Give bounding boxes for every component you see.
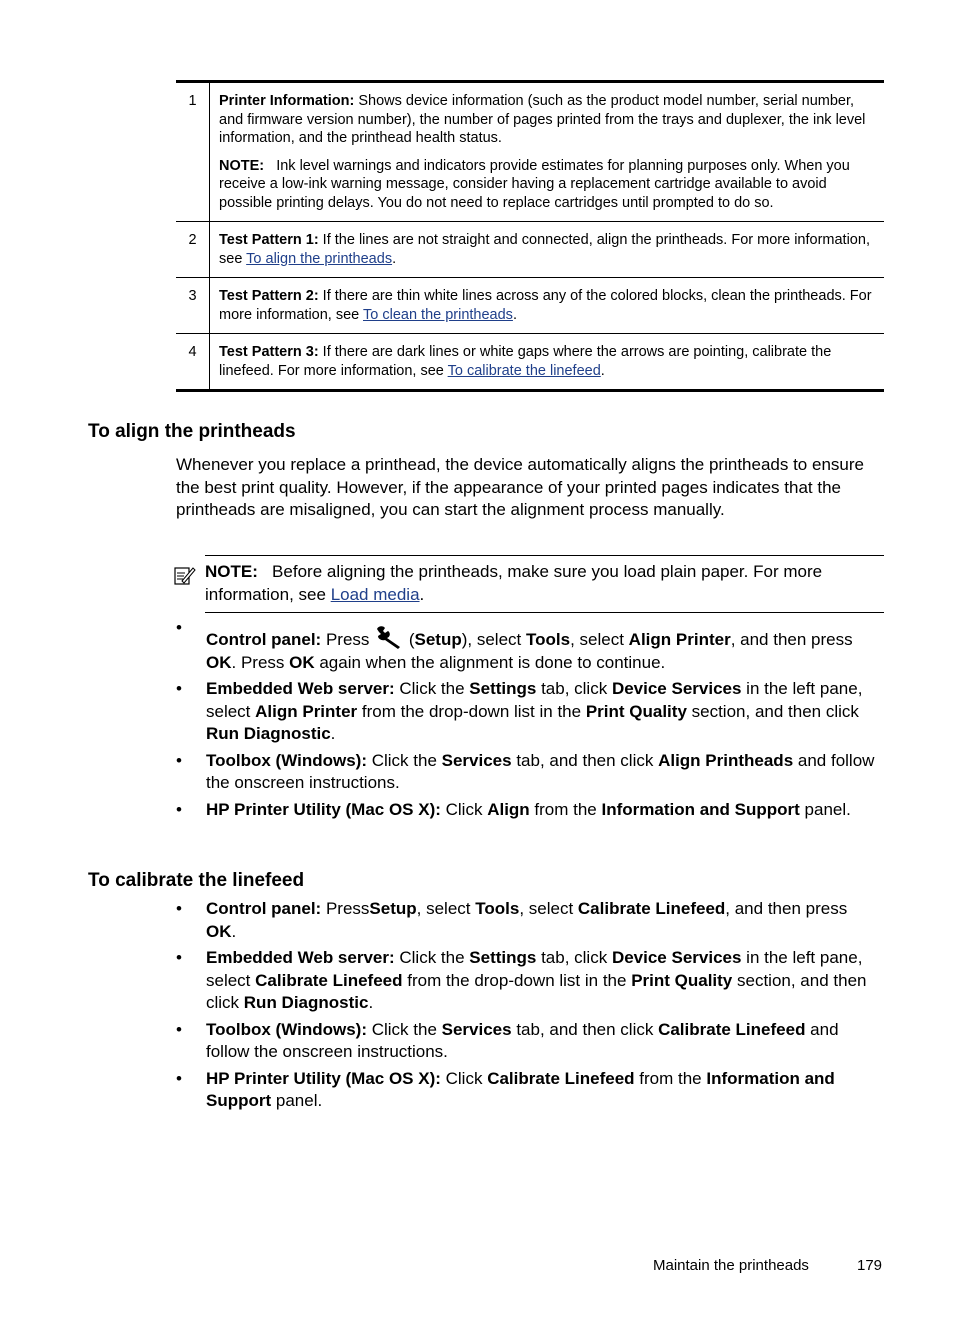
item-bold: Information and Support bbox=[206, 1068, 835, 1110]
align-steps-list bbox=[176, 617, 880, 825]
note-text: Before aligning the printheads, make sure you load plain paper. For more information, see bbox=[205, 562, 827, 604]
item-bold: Setup bbox=[414, 630, 462, 649]
calibrate-steps-list bbox=[176, 898, 880, 1117]
item-text: , and then press bbox=[730, 630, 853, 649]
item-text: section, and then click bbox=[206, 970, 867, 1012]
item-text: tab, click bbox=[536, 679, 612, 698]
bullet: • bbox=[176, 948, 182, 967]
heading-calibrate-linefeed: To calibrate the linefeed bbox=[88, 870, 305, 891]
item-label: HP Printer Utility (Mac OS X): bbox=[206, 1068, 441, 1088]
bullet: • bbox=[176, 799, 182, 819]
item-bold: Align Printheads bbox=[658, 750, 794, 770]
list-item bbox=[176, 799, 880, 822]
item-text: panel. bbox=[271, 1091, 323, 1110]
item-text: . bbox=[231, 921, 237, 941]
item-label: Toolbox (Windows): bbox=[206, 750, 367, 770]
item-bold: Run Diagnostic bbox=[206, 724, 331, 743]
item-text: tab, click bbox=[536, 948, 612, 967]
bullet: • bbox=[176, 1068, 182, 1088]
row-number: 4 bbox=[176, 334, 210, 389]
note-end: . bbox=[419, 584, 425, 604]
row-text: Shows device information (such as the product model number, serial number, and firmware version number), the number of pages printed from the trays and duplexer, the ink level information, and the printhead health status. bbox=[219, 93, 866, 146]
item-bold: Calibrate Linefeed bbox=[577, 899, 726, 918]
wrench-icon bbox=[374, 625, 404, 649]
item-bold: Information and Support bbox=[601, 799, 800, 819]
link-calibrate-linefeed[interactable]: To calibrate the linefeed bbox=[447, 362, 601, 379]
item-label: Control panel: bbox=[206, 899, 322, 918]
item-text: from the bbox=[529, 799, 602, 819]
item-bold: Calibrate Linefeed bbox=[255, 970, 403, 990]
item-label: Control panel: bbox=[206, 630, 322, 649]
row-number: 3 bbox=[176, 278, 210, 333]
item-text: again when the alignment is done to continue. bbox=[314, 652, 666, 672]
row-title: Test Pattern 2: bbox=[219, 288, 319, 304]
item-label: Toolbox (Windows): bbox=[206, 1019, 367, 1039]
item-bold: Setup bbox=[369, 899, 417, 918]
row-number: 1 bbox=[176, 83, 210, 221]
item-bold: Device Services bbox=[611, 948, 742, 967]
item-text: and follow the onscreen instructions. bbox=[206, 1019, 839, 1061]
item-bold: Align Printer bbox=[255, 701, 358, 721]
item-text: in the left pane, select bbox=[206, 679, 863, 721]
bullet: • bbox=[176, 1019, 182, 1039]
item-text: tab, and then click bbox=[511, 1019, 659, 1039]
item-bold: Run Diagnostic bbox=[243, 993, 369, 1012]
item-bold: Print Quality bbox=[585, 701, 687, 721]
row-description bbox=[210, 334, 884, 389]
item-bold: Calibrate Linefeed bbox=[658, 1019, 806, 1039]
list-item bbox=[176, 750, 880, 795]
item-text: , select bbox=[570, 630, 629, 649]
table-row bbox=[176, 221, 884, 277]
item-bold: Settings bbox=[469, 948, 537, 967]
item-text: Click the bbox=[367, 1019, 442, 1039]
item-text: Press bbox=[321, 899, 370, 918]
item-text: . bbox=[330, 724, 336, 743]
link-align-printheads[interactable]: To align the printheads bbox=[246, 250, 393, 267]
item-label: Embedded Web server: bbox=[206, 948, 395, 967]
item-text: in the left pane, select bbox=[206, 948, 863, 990]
legend-table bbox=[176, 80, 884, 392]
item-text: from the drop-down list in the bbox=[357, 701, 586, 721]
item-text: tab, and then click bbox=[511, 750, 659, 770]
table-row bbox=[176, 277, 884, 333]
item-text: . Press bbox=[231, 652, 290, 672]
note-label: NOTE: bbox=[219, 157, 265, 174]
item-bold: Services bbox=[441, 750, 512, 770]
item-bold: Settings bbox=[469, 679, 537, 698]
list-item bbox=[176, 1019, 880, 1064]
link-clean-printheads[interactable]: To clean the printheads bbox=[363, 306, 513, 323]
align-intro: Whenever you replace a printhead, the device automatically aligns the printheads to ensure the best print quality. However, if the appearance of your printed pages indicates that the printheads are misaligned, you can start the alignment process manually. bbox=[176, 455, 864, 519]
item-text: Click bbox=[440, 1068, 488, 1088]
row-title: Printer Information: bbox=[219, 93, 355, 109]
row-text: If there are thin white lines across any of the colored blocks, clean the printheads. For more information, see bbox=[219, 288, 872, 323]
item-text: Click the bbox=[394, 948, 470, 967]
item-text: section, and then click bbox=[686, 701, 859, 721]
item-text: and follow the onscreen instructions. bbox=[206, 750, 875, 792]
list-item bbox=[176, 898, 880, 943]
item-label: HP Printer Utility (Mac OS X): bbox=[206, 799, 441, 819]
page-number: 179 bbox=[857, 1257, 883, 1274]
item-text: ), select bbox=[461, 630, 526, 649]
row-description bbox=[210, 278, 884, 333]
item-text: Click the bbox=[367, 750, 442, 770]
bullet: • bbox=[176, 618, 182, 637]
item-bold: Align bbox=[487, 799, 530, 819]
link-load-media[interactable]: Load media bbox=[330, 584, 420, 604]
item-text: panel. bbox=[799, 799, 851, 819]
item-bold: OK bbox=[206, 921, 232, 941]
row-number: 2 bbox=[176, 222, 210, 277]
list-item bbox=[176, 678, 880, 746]
item-text: . bbox=[368, 993, 374, 1012]
row-description bbox=[210, 222, 884, 277]
item-bold: Services bbox=[441, 1019, 512, 1039]
note-label: NOTE: bbox=[205, 562, 258, 581]
item-text: Press bbox=[321, 630, 375, 649]
item-text: , select bbox=[416, 899, 476, 918]
item-text: , and then press bbox=[725, 899, 848, 918]
note-icon bbox=[174, 565, 196, 585]
item-bold: Device Services bbox=[611, 679, 742, 698]
row-end: . bbox=[392, 250, 397, 267]
item-text: from the drop-down list in the bbox=[402, 970, 632, 990]
note-text: Ink level warnings and indicators provide estimates for planning purposes only. When you receive a low-ink warning message, consider having a replacement cartridge available to avoid possible printing delays. You do not need to replace cartridges until prompted to do so. bbox=[219, 157, 854, 211]
item-bold: Print Quality bbox=[631, 970, 733, 990]
item-bold: Tools bbox=[526, 630, 571, 649]
list-item bbox=[176, 1068, 880, 1113]
item-text: from the bbox=[634, 1068, 707, 1088]
item-text: , select bbox=[519, 899, 578, 918]
row-end: . bbox=[600, 362, 605, 379]
item-bold: Align Printer bbox=[628, 630, 731, 649]
row-title: Test Pattern 1: bbox=[219, 232, 319, 248]
bullet: • bbox=[176, 899, 182, 918]
row-text: If the lines are not straight and connected, align the printheads. For more information, see bbox=[219, 232, 870, 267]
bullet: • bbox=[176, 679, 182, 698]
row-description bbox=[210, 83, 884, 221]
row-title: Test Pattern 3: bbox=[219, 344, 319, 360]
row-text: If there are dark lines or white gaps where the arrows are pointing, calibrate the linefeed. For more information, see bbox=[219, 344, 832, 379]
item-text: ( bbox=[404, 630, 415, 649]
item-label: Embedded Web server: bbox=[206, 679, 395, 698]
note-box bbox=[205, 555, 884, 613]
item-bold: Calibrate Linefeed bbox=[487, 1068, 635, 1088]
row-end: . bbox=[512, 306, 517, 323]
item-bold: Tools bbox=[475, 899, 520, 918]
item-text: Click bbox=[440, 799, 488, 819]
item-bold: OK bbox=[206, 652, 232, 672]
table-row bbox=[176, 333, 884, 389]
footer-section-title: Maintain the printheads bbox=[653, 1257, 809, 1274]
list-item bbox=[176, 617, 880, 674]
table-row bbox=[176, 83, 884, 221]
list-item bbox=[176, 947, 880, 1015]
item-text: Click the bbox=[394, 679, 470, 698]
bullet: • bbox=[176, 750, 182, 770]
heading-align-printheads: To align the printheads bbox=[88, 421, 296, 442]
item-bold: OK bbox=[289, 652, 315, 672]
